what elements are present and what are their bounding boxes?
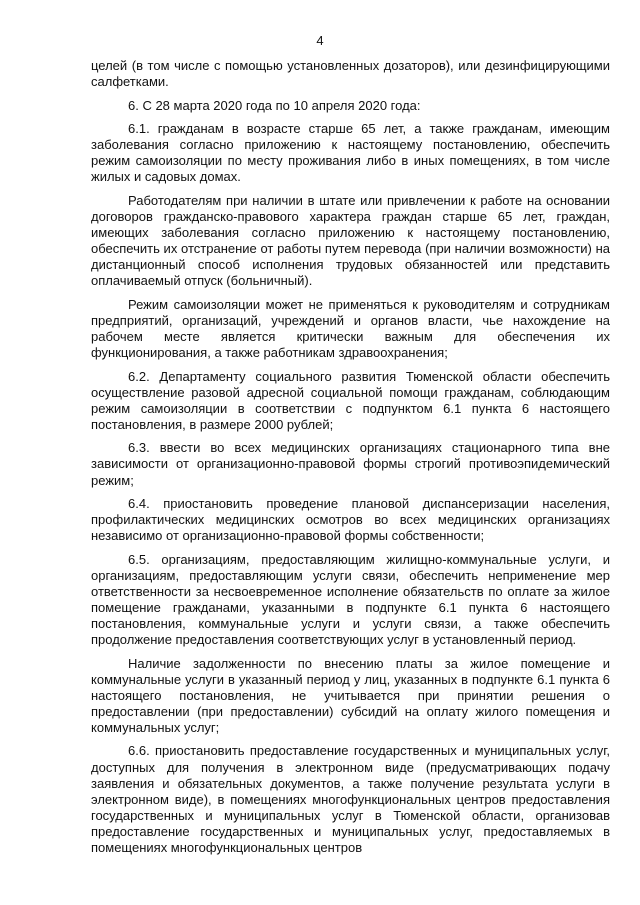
paragraph-item-6: 6. С 28 марта 2020 года по 10 апреля 2020 года: [128,97,421,113]
paragraph-employers: Работодателям при наличии в штате или привлечении к работе на основании договоров гражданско-правового характера граждан старше 65 лет, граждан, имеющих заболевания согласно приложению к настоящему постановлению, обеспечить их отстранение от работы путем перевода (при наличии возможности) на дистанционный способ исполнения трудовых обязанностей или представить оплачиваемый отпуск (больничный). [91,192,610,289]
page-number: 4 [316,33,324,48]
document-body [91,58,610,856]
paragraph-item-6-1: 6.1. гражданам в возрасте старше 65 лет, а также гражданам, имеющим заболевания согласно приложению к настоящему постановлению, обеспечить режим самоизоляции по месту проживания либо в иных помещениях, в том числе жилых и садовых домах. [91,121,610,185]
paragraph-continuation: целей (в том числе с помощью установленных дозаторов), или дезинфицирующими салфетками. [91,58,610,90]
paragraph-item-6-5: 6.5. организациям, предоставляющим жилищно-коммунальные услуги, и организациям, предоставляющим услуги связи, обеспечить неприменение мер ответственности за несвоевременное исполнение обязательств по оплате за жилое помещение гражданами, указанными в подпункте 6.1 пункта 6 настоящего постановления, коммунальные услуги и услуги связи, а также обеспечить продолжение предоставления соответствующих услуг в установленный период. [91,551,610,648]
paragraph-item-6-4: 6.4. приостановить проведение плановой диспансеризации населения, профилактических медицинских осмотров во всех медицинских организациях независимо от организационно-правовой формы собственности; [91,495,610,544]
paragraph-item-6-3: 6.3. ввести во всех медицинских организациях стационарного типа вне зависимости от организационно-правовой формы строгий противоэпидемический режим; [91,440,610,488]
paragraph-debt-clause: Наличие задолженности по внесению платы за жилое помещение и коммунальные услуги в указанный период у лиц, указанных в подпункте 6.1 пункта 6 настоящего постановления, не учитывается при принятии решения о предоставлении (при предоставлении) субсидий на оплату жилого помещения и коммунальных услуг; [91,655,610,735]
paragraph-item-6-6: 6.6. приостановить предоставление государственных и муниципальных услуг, доступных для получения в электронном виде (предусматривающих подачу заявления и обязательных документов, а также получение результата услуги в электронном виде), в помещениях многофункциональных центров предоставления государственных и муниципальных услуг в Тюменской области, организовав предоставление государственных и муниципальных услуг, предоставляемых в помещениях многофункциональных центров [91,743,610,856]
paragraph-item-6-2: 6.2. Департаменту социального развития Тюменской области обеспечить осуществление разовой адресной социальной помощи гражданам, соблюдающим режим самоизоляции в соответствии с подпунктом 6.1 пункта 6 настоящего постановления, в размере 2000 рублей; [91,368,610,432]
paragraph-self-isolation-exceptions: Режим самоизоляции может не применяться к руководителям и сотрудникам предприятий, организаций, учреждений и органов власти, чье нахождение на рабочем месте является критически важным для обеспечения их функционирования, а также работникам здравоохранения; [91,296,610,361]
